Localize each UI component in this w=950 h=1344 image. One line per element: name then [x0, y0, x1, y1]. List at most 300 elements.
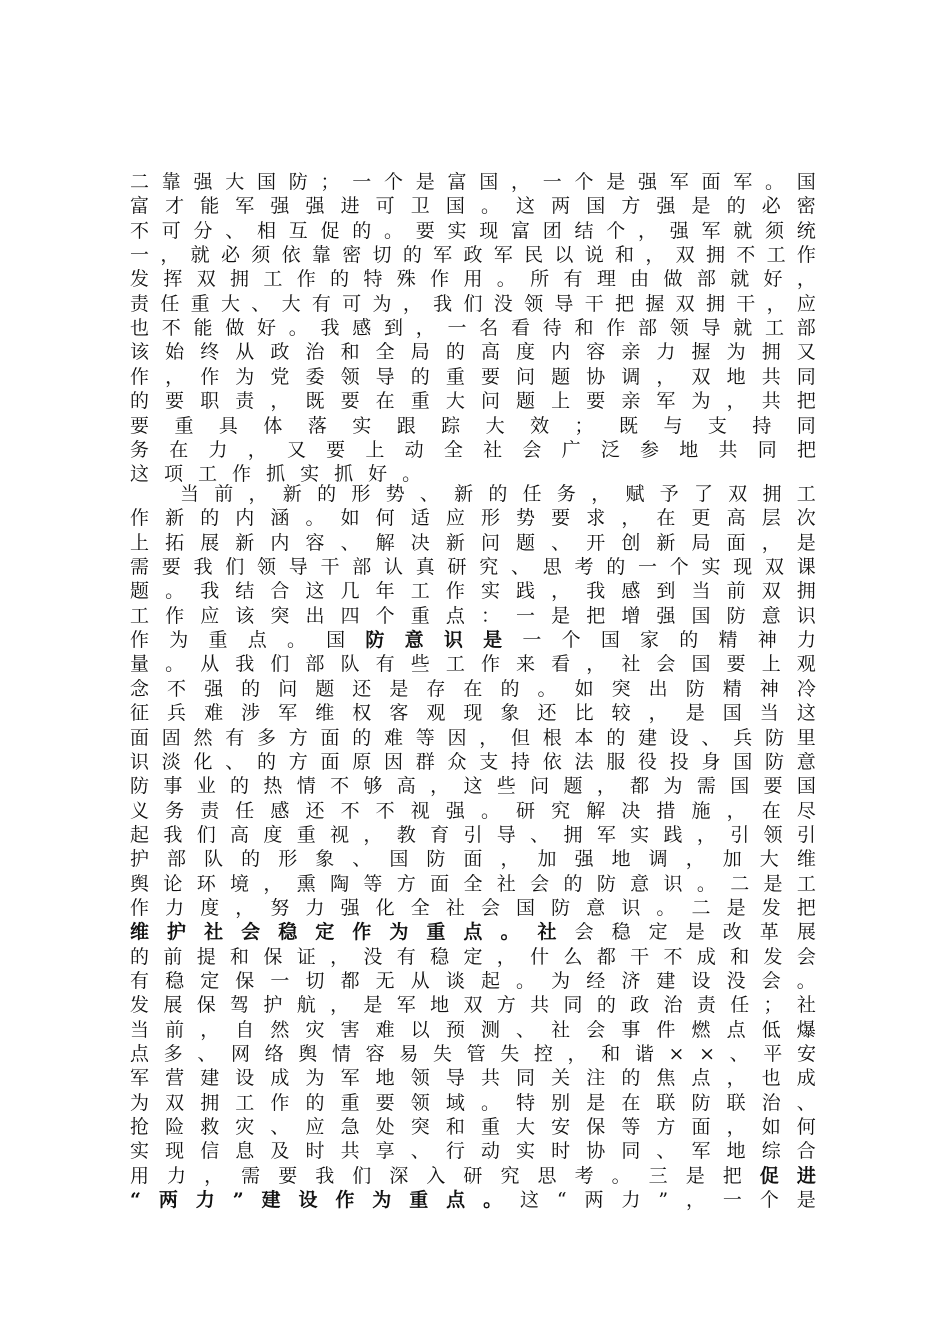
glyph: 任: [235, 800, 255, 822]
glyph: 突: [611, 678, 631, 700]
glyph: 建: [261, 1189, 281, 1211]
glyph: 题: [315, 678, 335, 700]
glyph: 个: [669, 556, 689, 578]
glyph: 二: [130, 171, 150, 193]
glyph: 深: [389, 1165, 409, 1187]
glyph: 导: [375, 366, 395, 388]
text-line: [130, 652, 816, 676]
glyph: ，: [696, 824, 716, 846]
glyph: 多: [163, 1043, 183, 1065]
glyph: 设: [235, 1067, 255, 1089]
glyph: 既: [305, 390, 325, 412]
glyph: 高: [480, 341, 500, 363]
glyph: 教: [396, 824, 416, 846]
glyph: 会: [586, 1019, 606, 1041]
glyph: 局: [410, 341, 430, 363]
text-line: [130, 896, 816, 920]
glyph: 作: [270, 1092, 290, 1114]
glyph: 当: [691, 580, 711, 602]
text-line: [130, 920, 816, 944]
glyph: 何: [796, 1116, 816, 1138]
glyph: 工: [766, 244, 786, 266]
text-line: [130, 292, 816, 316]
glyph: 重: [410, 390, 430, 412]
glyph: 度: [263, 824, 283, 846]
glyph: 部: [352, 556, 372, 578]
glyph: 作: [165, 605, 185, 627]
glyph: ，: [511, 171, 531, 193]
glyph: 面: [463, 848, 483, 870]
glyph: 入: [426, 1165, 446, 1187]
glyph: 当: [759, 702, 779, 724]
glyph: 等: [363, 873, 383, 895]
glyph: 的: [130, 390, 150, 412]
glyph: 精: [718, 629, 738, 651]
glyph: 提: [196, 946, 216, 968]
glyph: 稳: [278, 921, 298, 943]
glyph: 保: [235, 970, 255, 992]
glyph: 作: [296, 268, 316, 290]
glyph: 国: [600, 629, 620, 651]
glyph: 双: [765, 556, 785, 578]
text-line: [130, 1066, 816, 1090]
glyph: ，: [200, 1019, 220, 1041]
glyph: 工: [263, 268, 283, 290]
glyph: 部: [167, 848, 187, 870]
glyph: 涉: [241, 702, 261, 724]
glyph: ，: [263, 873, 283, 895]
glyph: 行: [445, 1140, 465, 1162]
glyph: 、: [225, 751, 245, 773]
glyph: 保: [263, 946, 283, 968]
glyph: 进: [796, 1165, 816, 1187]
glyph: 力: [165, 897, 185, 919]
glyph: 容: [586, 341, 606, 363]
glyph: 享: [375, 1140, 395, 1162]
glyph: 领: [410, 1092, 430, 1114]
glyph: 的: [679, 629, 699, 651]
glyph: 域: [445, 1092, 465, 1114]
glyph: 强: [270, 195, 290, 217]
text-line: [130, 219, 816, 243]
glyph: 富: [130, 195, 150, 217]
glyph: 淡: [161, 751, 181, 773]
glyph: 这: [463, 775, 483, 797]
glyph: 施: [691, 800, 711, 822]
glyph: 责: [130, 293, 150, 315]
glyph: 上: [551, 390, 571, 412]
glyph: 比: [574, 702, 594, 724]
glyph: 富: [511, 220, 531, 242]
glyph: 、: [551, 532, 571, 554]
glyph: 防: [288, 171, 308, 193]
glyph: 是: [606, 171, 626, 193]
glyph: 考: [574, 1165, 594, 1187]
glyph: 。: [483, 1189, 503, 1211]
glyph: 责: [200, 800, 220, 822]
glyph: 展: [163, 994, 183, 1016]
glyph: 大: [516, 1116, 536, 1138]
glyph: 突: [270, 605, 290, 627]
glyph: 问: [480, 532, 500, 554]
glyph: 互: [288, 220, 308, 242]
glyph: 由: [630, 268, 650, 290]
glyph: 来: [516, 653, 536, 675]
glyph: 殊: [396, 268, 416, 290]
glyph: 需: [130, 556, 150, 578]
glyph: 是: [685, 921, 705, 943]
glyph: ，: [761, 532, 781, 554]
glyph: 力: [195, 1189, 215, 1211]
glyph: 双: [165, 1092, 185, 1114]
glyph: 就: [733, 220, 753, 242]
glyph: 作: [130, 629, 150, 651]
glyph: 社: [204, 921, 224, 943]
glyph: 工: [796, 873, 816, 895]
glyph: 建: [656, 970, 676, 992]
glyph: 考: [574, 556, 594, 578]
glyph: 国: [445, 195, 465, 217]
glyph: 四: [340, 605, 360, 627]
glyph: 较: [611, 702, 631, 724]
text-line: [130, 243, 816, 267]
glyph: 防: [551, 897, 571, 919]
glyph: 防: [426, 848, 446, 870]
glyph: 面: [320, 727, 340, 749]
glyph: 观: [796, 653, 816, 675]
glyph: 题: [516, 532, 536, 554]
glyph: ；: [320, 171, 340, 193]
glyph: 的: [410, 366, 430, 388]
glyph: 是: [389, 678, 409, 700]
glyph: 络: [264, 1043, 284, 1065]
glyph: 、: [796, 1092, 816, 1114]
glyph: 一: [542, 171, 562, 193]
glyph: 。: [500, 921, 520, 943]
glyph: 作: [480, 653, 500, 675]
glyph: 航: [296, 994, 316, 1016]
text-line: [130, 847, 816, 871]
glyph: 认: [384, 556, 404, 578]
glyph: 不: [340, 800, 360, 822]
glyph: 政: [463, 244, 483, 266]
glyph: 抓: [334, 463, 354, 485]
glyph: 用: [463, 268, 483, 290]
glyph: 二: [691, 897, 711, 919]
glyph: 驾: [230, 994, 250, 1016]
glyph: 们: [225, 556, 245, 578]
glyph: 作: [352, 921, 372, 943]
glyph: 任: [730, 994, 750, 1016]
glyph: 们: [463, 293, 483, 315]
text-line: [180, 482, 816, 506]
glyph: 役: [638, 751, 658, 773]
text-line: [130, 750, 816, 774]
text-line: [130, 1115, 816, 1139]
glyph: 控: [533, 1043, 553, 1065]
glyph: 究: [500, 1165, 520, 1187]
glyph: 面: [701, 171, 721, 193]
glyph: 抓: [266, 463, 286, 485]
glyph: 用: [130, 1165, 150, 1187]
glyph: 大: [225, 171, 245, 193]
glyph: 部: [696, 268, 716, 290]
glyph: 个: [759, 1189, 779, 1211]
glyph: 导: [288, 556, 308, 578]
glyph: 法: [574, 751, 594, 773]
glyph: 焦: [656, 1067, 676, 1089]
glyph: 发: [130, 994, 150, 1016]
glyph: 研: [447, 556, 467, 578]
glyph: 统: [796, 220, 816, 242]
text-line: [130, 677, 816, 701]
glyph: 社: [621, 653, 641, 675]
glyph: 情: [331, 1043, 351, 1065]
glyph: 自: [235, 1019, 255, 1041]
glyph: 重: [208, 629, 228, 651]
glyph: 要: [375, 1092, 395, 1114]
glyph: 国: [796, 775, 816, 797]
glyph: 部: [305, 653, 325, 675]
glyph: 军: [278, 702, 298, 724]
glyph: 同: [516, 1067, 536, 1089]
glyph: 、: [251, 293, 271, 315]
glyph: 作: [430, 268, 450, 290]
glyph: 军: [701, 220, 721, 242]
glyph: 好: [257, 317, 277, 339]
glyph: 地: [679, 439, 699, 461]
glyph: 与: [663, 415, 683, 437]
glyph: 干: [320, 556, 340, 578]
glyph: 前: [726, 580, 746, 602]
glyph: 增: [621, 605, 641, 627]
glyph: 改: [722, 921, 742, 943]
glyph: 任: [160, 293, 180, 315]
glyph: 面: [691, 1116, 711, 1138]
glyph: 护: [130, 848, 150, 870]
glyph: 救: [200, 1116, 220, 1138]
glyph: 。: [305, 507, 325, 529]
glyph: 高: [230, 824, 250, 846]
glyph: 方: [288, 751, 308, 773]
glyph: 同: [621, 1140, 641, 1162]
glyph: 力: [305, 897, 325, 919]
glyph: 定: [648, 921, 668, 943]
glyph: 调: [648, 848, 668, 870]
glyph: 同: [563, 994, 583, 1016]
glyph: 舆: [298, 1043, 318, 1065]
glyph: 识: [443, 629, 463, 651]
glyph: ，: [726, 1116, 746, 1138]
glyph: 题: [516, 390, 536, 412]
glyph: 强: [204, 678, 224, 700]
glyph: 军: [433, 244, 453, 266]
glyph: 干: [584, 293, 604, 315]
glyph: 问: [516, 366, 536, 388]
glyph: 如: [340, 507, 360, 529]
glyph: 握: [691, 341, 711, 363]
glyph: 导: [496, 824, 516, 846]
glyph: 低: [761, 1019, 781, 1041]
glyph: 力: [621, 1189, 641, 1211]
glyph: 原: [352, 751, 372, 773]
glyph: 陶: [330, 873, 350, 895]
glyph: 不: [330, 775, 350, 797]
glyph: 是: [363, 994, 383, 1016]
glyph: 防: [130, 775, 150, 797]
glyph: 作: [335, 1189, 355, 1211]
glyph: 。: [402, 463, 422, 485]
glyph: 多: [257, 727, 277, 749]
glyph: 名: [479, 317, 499, 339]
glyph: 该: [235, 605, 255, 627]
glyph: 务: [165, 800, 185, 822]
glyph: 适: [410, 507, 430, 529]
text-line: [130, 1139, 816, 1163]
glyph: 合: [796, 1140, 816, 1162]
glyph: 、: [530, 824, 550, 846]
glyph: 没: [493, 293, 513, 315]
glyph: 现: [463, 702, 483, 724]
glyph: 设: [669, 727, 689, 749]
glyph: 把: [796, 390, 816, 412]
glyph: ：: [480, 605, 500, 627]
glyph: 题: [551, 366, 571, 388]
text-line: [130, 823, 816, 847]
glyph: 国: [733, 751, 753, 773]
glyph: 共: [718, 439, 738, 461]
glyph: 思: [542, 556, 562, 578]
glyph: 。: [286, 629, 306, 651]
text-line: [130, 993, 816, 1017]
glyph: 形: [351, 483, 371, 505]
glyph: 结: [235, 580, 255, 602]
glyph: 化: [193, 751, 213, 773]
glyph: ，: [726, 390, 746, 412]
glyph: 要: [326, 439, 346, 461]
glyph: 群: [415, 751, 435, 773]
glyph: 共: [761, 390, 781, 412]
glyph: 干: [736, 293, 756, 315]
glyph: 都: [596, 946, 616, 968]
glyph: 能: [193, 317, 213, 339]
glyph: 、: [352, 848, 372, 870]
glyph: 。: [765, 171, 785, 193]
glyph: 面: [726, 532, 746, 554]
glyph: 新: [235, 532, 255, 554]
glyph: 意: [761, 605, 781, 627]
glyph: 持: [752, 415, 772, 437]
text-line: [130, 872, 816, 896]
glyph: 大: [220, 293, 240, 315]
glyph: 全: [443, 439, 463, 461]
glyph: 双: [463, 994, 483, 1016]
glyph: 方: [496, 994, 516, 1016]
glyph: 大: [281, 293, 301, 315]
glyph: 些: [496, 775, 516, 797]
glyph: 经: [586, 970, 606, 992]
glyph: 义: [130, 800, 150, 822]
glyph: 团: [542, 220, 562, 242]
glyph: 有: [375, 653, 395, 675]
glyph: 。: [516, 970, 536, 992]
glyph: 务: [556, 483, 576, 505]
glyph: 大: [485, 415, 505, 437]
glyph: 燃: [691, 1019, 711, 1041]
text-line: [130, 414, 816, 438]
glyph: 现: [165, 1140, 185, 1162]
glyph: 才: [165, 195, 185, 217]
glyph: 成: [696, 946, 716, 968]
glyph: 的: [606, 556, 626, 578]
glyph: 起: [130, 824, 150, 846]
glyph: 该: [130, 341, 150, 363]
glyph: 合: [270, 580, 290, 602]
glyph: 然: [270, 1019, 290, 1041]
glyph: 这: [519, 1189, 539, 1211]
glyph: 难: [204, 702, 224, 724]
glyph: 拥: [762, 483, 782, 505]
glyph: 卫: [410, 195, 430, 217]
glyph: 重: [190, 293, 210, 315]
glyph: 国: [722, 702, 742, 724]
glyph: ，: [415, 317, 435, 339]
text-line: [130, 555, 816, 579]
glyph: 挥: [163, 268, 183, 290]
glyph: 联: [656, 1092, 676, 1114]
glyph: 同: [757, 439, 777, 461]
glyph: 需: [696, 775, 716, 797]
text-line: [130, 604, 816, 628]
glyph: 作: [130, 366, 150, 388]
glyph: 队: [204, 848, 224, 870]
glyph: 的: [200, 507, 220, 529]
glyph: 象: [500, 702, 520, 724]
glyph: 国: [257, 171, 277, 193]
glyph: 平: [763, 1043, 783, 1065]
text-line: [130, 1042, 816, 1066]
glyph: 防: [726, 605, 746, 627]
glyph: 广: [561, 439, 581, 461]
glyph: 么: [563, 946, 583, 968]
glyph: 点: [247, 629, 267, 651]
glyph: 为: [235, 366, 255, 388]
glyph: 强: [305, 195, 325, 217]
glyph: 实: [130, 1140, 150, 1162]
glyph: 我: [235, 653, 255, 675]
text-line: [130, 579, 816, 603]
glyph: 涵: [270, 507, 290, 529]
glyph: 实: [630, 824, 650, 846]
glyph: 的: [317, 483, 337, 505]
glyph: 新: [656, 532, 676, 554]
glyph: 出: [305, 605, 325, 627]
glyph: 高: [396, 775, 416, 797]
glyph: 难: [384, 727, 404, 749]
glyph: 项: [164, 463, 184, 485]
glyph: 军: [340, 1067, 360, 1089]
glyph: 。: [480, 195, 500, 217]
glyph: 新: [165, 507, 185, 529]
glyph: 里: [796, 727, 816, 749]
glyph: 一: [522, 629, 542, 651]
glyph: 定: [200, 970, 220, 992]
glyph: 把: [615, 293, 635, 315]
glyph: 根: [542, 727, 562, 749]
glyph: 国: [586, 195, 606, 217]
glyph: 的: [445, 341, 465, 363]
glyph: 、: [340, 532, 360, 554]
